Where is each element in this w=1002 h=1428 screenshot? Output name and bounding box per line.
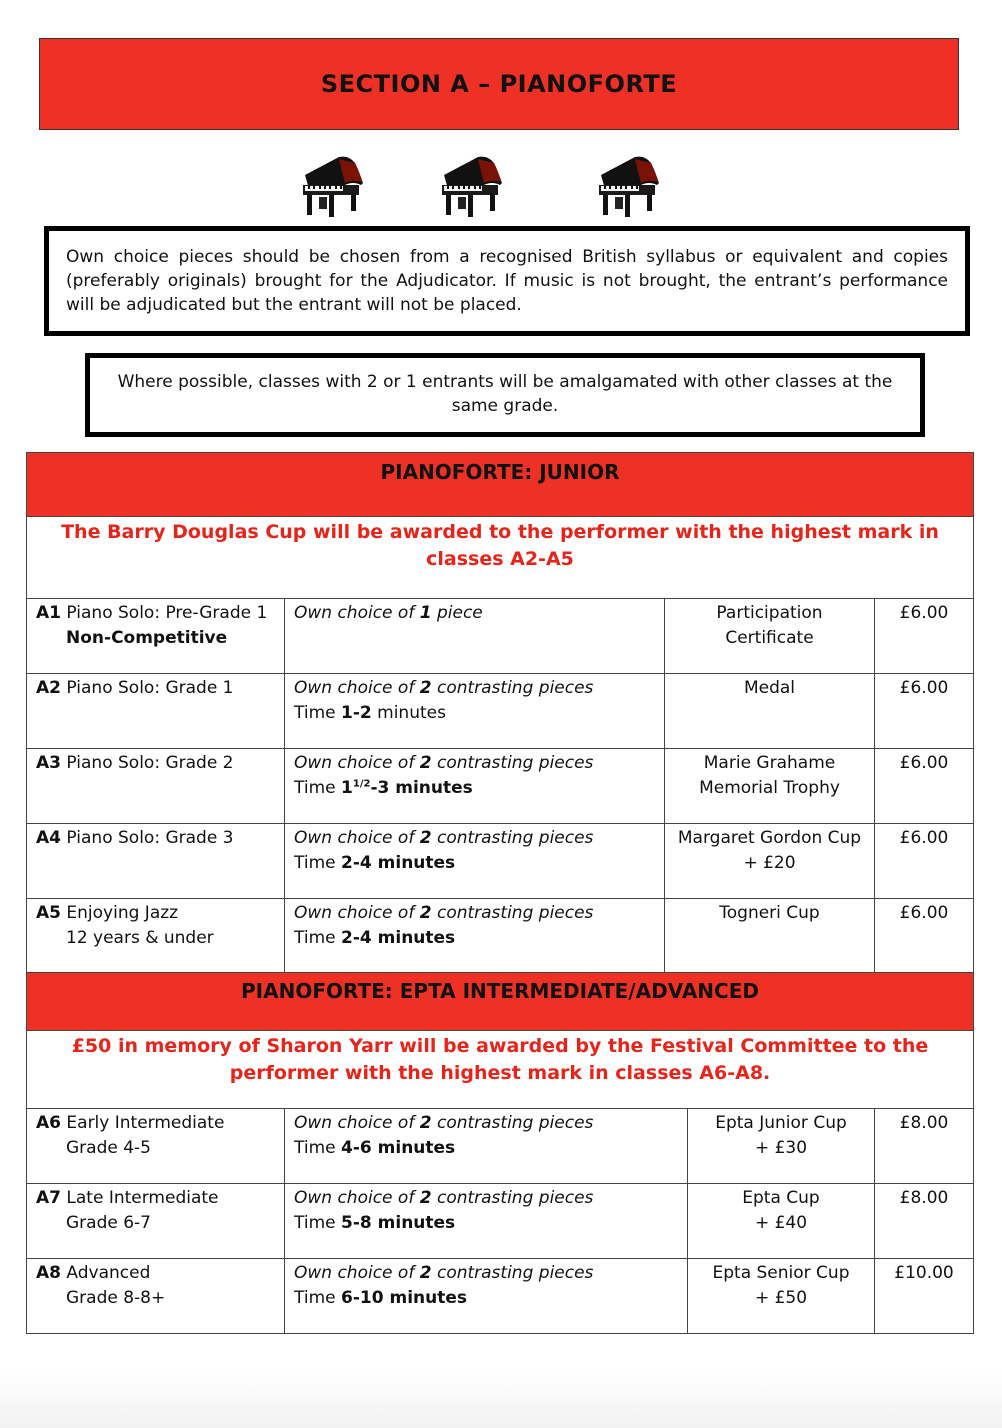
page-bottom-shade xyxy=(0,1368,1002,1428)
prize-cell: Epta Junior Cup + £30 xyxy=(688,1109,875,1183)
prize-cell: Marie Grahame Memorial Trophy xyxy=(665,749,875,823)
class-cell: A7 Late Intermediate Grade 6-7 xyxy=(27,1184,285,1258)
fee-cell: £8.00 xyxy=(899,1188,949,1208)
prize-cell: Medal xyxy=(665,674,875,748)
class-cell: A8 Advanced Grade 8-8+ xyxy=(27,1259,285,1333)
class-cell: A6 Early Intermediate Grade 4-5 xyxy=(27,1109,285,1183)
table-row xyxy=(27,824,973,899)
class-cell: A3 Piano Solo: Grade 2 xyxy=(27,749,285,823)
award-note: £50 in memory of Sharon Yarr will be awarded by the Festival Committee to the performer with the highest mark in classes A6-A8. xyxy=(27,1031,973,1109)
table-row xyxy=(27,749,973,824)
table-row xyxy=(27,899,973,974)
fee-cell: £6.00 xyxy=(899,678,949,698)
class-cell: A5 Enjoying Jazz 12 years & under xyxy=(27,899,285,973)
note-text: Own choice pieces should be chosen from a recognised British syllabus or equivalent and copies (preferably originals) brought for the Adjudicator. If music is not brought, the entrant’s performance will be adjudicated but the entrant will not be placed. xyxy=(66,247,948,315)
requirements-cell: Own choice of 2 contrasting pieces Time 2-4 minutes xyxy=(285,824,665,898)
prize-cell: Epta Cup + £40 xyxy=(688,1184,875,1258)
requirements-cell: Own choice of 2 contrasting pieces Time 2-4 minutes xyxy=(285,899,665,973)
requirements-cell: Own choice of 2 contrasting pieces Time 4-6 minutes xyxy=(285,1109,688,1183)
table-row xyxy=(27,1184,973,1259)
requirements-cell: Own choice of 1 piece xyxy=(285,599,665,673)
prize-cell: Togneri Cup xyxy=(665,899,875,973)
section-heading: PIANOFORTE: JUNIOR xyxy=(27,453,973,517)
prize-cell: Participation Certificate xyxy=(665,599,875,673)
requirements-cell: Own choice of 2 contrasting pieces Time $1^{1/2}-3$ minutes xyxy=(285,749,665,823)
fee-cell: £10.00 xyxy=(894,1263,954,1283)
fee-cell: £8.00 xyxy=(899,1113,949,1133)
prize-cell: Margaret Gordon Cup + £20 xyxy=(665,824,875,898)
class-cell: A2 Piano Solo: Grade 1 xyxy=(27,674,285,748)
table-row xyxy=(27,1259,973,1334)
table-row xyxy=(27,674,973,749)
page-title: SECTION A – PIANOFORTE xyxy=(320,70,678,98)
amalgamation-note xyxy=(85,353,925,437)
requirements-cell: Own choice of 2 contrasting pieces Time 1-2 minutes xyxy=(285,674,665,748)
fee-cell: £6.00 xyxy=(899,603,949,623)
class-cell: A4 Piano Solo: Grade 3 xyxy=(27,824,285,898)
requirements-cell: Own choice of 2 contrasting pieces Time 5-8 minutes xyxy=(285,1184,688,1258)
requirements-cell: Own choice of 2 contrasting pieces Time 6-10 minutes xyxy=(285,1259,688,1333)
table-row xyxy=(27,1109,973,1184)
note-text: Where possible, classes with 2 or 1 entrants will be amalgamated with other classes at the same grade. xyxy=(117,372,893,416)
fee-cell: £6.00 xyxy=(899,828,949,848)
fee-cell: £6.00 xyxy=(899,753,949,773)
section-heading: PIANOFORTE: EPTA INTERMEDIATE/ADVANCED xyxy=(27,973,973,1031)
grand-piano-icon xyxy=(595,155,661,219)
award-note: The Barry Douglas Cup will be awarded to the performer with the highest mark in classes A2-A5 xyxy=(27,517,973,599)
junior-section xyxy=(26,452,974,974)
class-cell: A1 Piano Solo: Pre-Grade 1 Non-Competitive xyxy=(27,599,285,673)
fee-cell: £6.00 xyxy=(899,903,949,923)
grand-piano-icon xyxy=(299,155,365,219)
table-row xyxy=(27,599,973,674)
section-title-bar xyxy=(39,38,959,130)
grand-piano-icon xyxy=(438,155,504,219)
music-copies-note xyxy=(44,226,970,336)
prize-cell: Epta Senior Cup + £50 xyxy=(688,1259,875,1333)
epta-section xyxy=(26,972,974,1334)
